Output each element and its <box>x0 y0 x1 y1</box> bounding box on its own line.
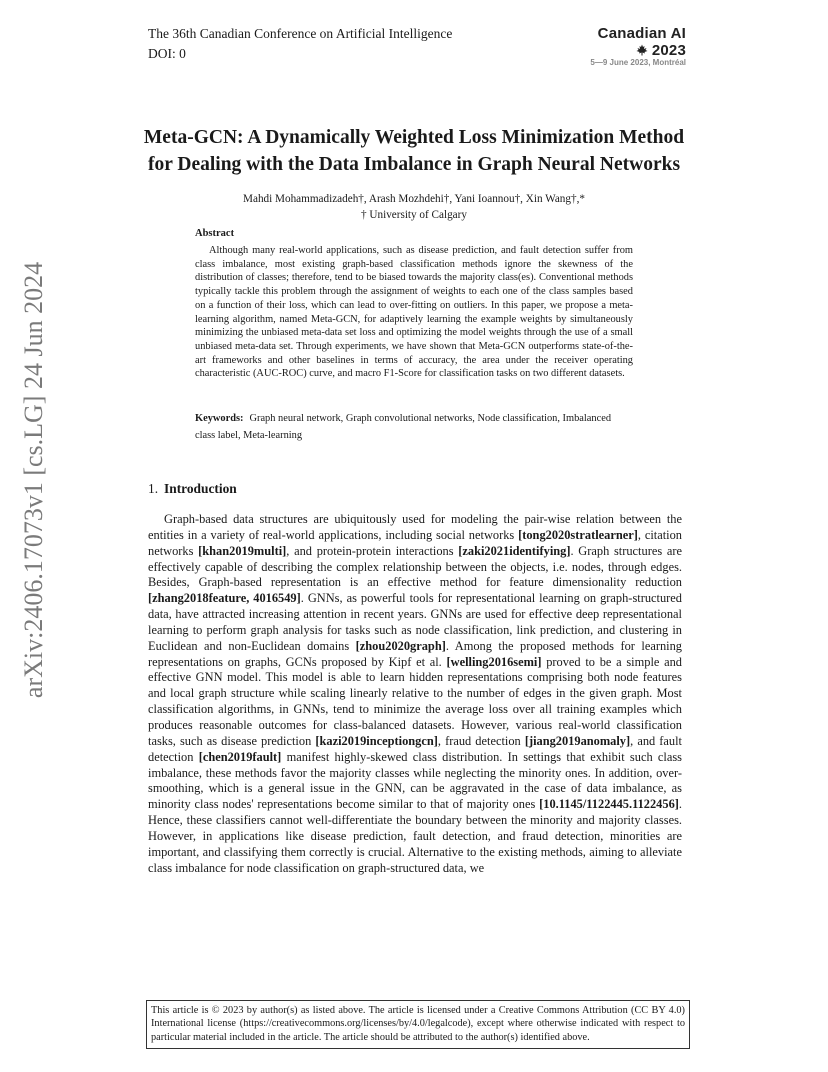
logo-dates: 5—9 June 2023, Montréal <box>590 58 686 67</box>
arxiv-identifier: arXiv:2406.17073v1 [cs.LG] 24 Jun 2024 <box>19 261 48 699</box>
abstract-heading: Abstract <box>195 228 235 239</box>
citation: [zhou2020graph] <box>355 638 446 653</box>
introduction-paragraph <box>148 512 682 876</box>
intro-text: , fraud detection <box>437 733 525 748</box>
intro-text: manifest highly-skewed class distribution. In settings that exhibit such class imbalance, these methods favor the majority classes while neglecting the minority ones. In addition, over-smoothing, which is a general issue in the GNN, can be aggravated in the case of data imbalance, as minority class nodes' representations become similar to that of majority ones <box>148 749 683 812</box>
section-title: Introduction <box>164 481 237 496</box>
citation: [chen2019fault] <box>198 749 282 764</box>
title-line-1: Meta-GCN: A Dynamically Weighted Loss Minimization Method <box>143 127 685 148</box>
intro-text: . Among the proposed methods for learning representations on graphs, GCNs proposed by Kipf et al. <box>148 638 682 669</box>
affiliation: † University of Calgary <box>361 209 467 221</box>
canadian-ai-logo <box>586 25 686 67</box>
title-line-2: for Dealing with the Data Imbalance in Graph Neural Networks <box>147 154 681 175</box>
doi-line: DOI: 0 <box>148 46 186 61</box>
citation: [welling2016semi] <box>446 654 542 669</box>
citation: [10.1145/1122445.1122456] <box>539 797 679 812</box>
keywords-list: Graph neural network, Graph convolutional networks, Node classification, Imbalanced class label, Meta-learning <box>195 413 612 441</box>
intro-text: . GNNs, as powerful tools for representational learning on graph-structured data, have attracted increasing attention in recent years. GNNs are used for effective deep representational learning to perform graph analysis for tasks such as node classification, link prediction, and clustering in Euclidean and non-Euclidean domains <box>148 591 682 653</box>
citation: [jiang2019anomaly] <box>524 733 631 748</box>
citation: [tong2020stratlearner] <box>518 527 638 542</box>
intro-text: . Hence, these classifiers cannot well-differentiate the boundary between the minority and majority classes. However, in applications like disease prediction, fault detection, and fraud detection, minorities are important, and classifying them correctly is crucial. Alternative to the existing methods, aiming to alleviate class imbalance for node classification on graph-structured data, we <box>148 797 682 875</box>
citation: [khan2019multi] <box>198 543 287 558</box>
intro-text: , and fault detection <box>148 733 683 764</box>
keywords-label: Keywords: <box>195 413 244 424</box>
intro-text: . Graph structures are effectively capable of describing the complex relationship between the objects, i.e. nodes, through edges. Besides, Graph-based representation is an effective method for feature dimensionality reduction <box>148 543 682 590</box>
arxiv-sidebar-stamp <box>4 261 64 699</box>
intro-text: , citation networks <box>148 527 682 558</box>
keywords <box>195 410 633 444</box>
intro-text: proved to be a simple and effective GNN model. This model is able to learn hidden representations comprising both node features and local graph structure while scaling linearly relative to the number of edges in the given graph. Most classification algorithms, in GNNs, tend to minimize the average loss over all training examples which produces reasonable outcomes for class-balanced datasets. However, various real-world classification tasks, such as disease prediction <box>148 654 682 748</box>
conference-name: The 36th Canadian Conference on Artificial Intelligence <box>148 26 453 41</box>
logo-text-left: Canadian AI <box>597 25 686 42</box>
abstract-text: Although many real-world applications, such as disease prediction, and fault detection suffer from class imbalance, most existing graph-based classification methods ignore the skewness of the distribution of classes; therefore, tend to be biased towards the majority class(es). Conventional methods typically tackle this problem through the assignment of weights to each one of the class samples based on a function of their loss, which can lead to over-fitting on outliers. In this paper, we propose a meta-learning algorithm, named Meta-GCN, for adaptively learning the example weights by simultaneously minimizing the unbiased meta-data set loss and optimizing the model weights through the use of a small unbiased meta-data set. Through experiments, we have shown that Meta-GCN outperforms state-of-the-art frameworks and other baselines in terms of accuracy, the area under the receiver operating characteristic (AUC-ROC) curve, and macro F1-Score for classification tasks on two different datasets. <box>195 245 633 380</box>
section-heading-introduction <box>148 481 237 497</box>
maple-leaf-icon <box>636 43 652 58</box>
license-footer: This article is © 2023 by author(s) as listed above. The article is licensed under a Creative Commons Attribution (CC BY 4.0) International license (https://creativecommons.org/licenses/by/4.0/legalcode), except where otherwise indicated with respect to particular material included in the article. The article should be attributed to the author(s) identified above. <box>146 1000 690 1049</box>
citation: [kazi2019inceptiongcn] <box>315 733 438 748</box>
intro-text: , and protein-protein interactions <box>286 543 459 558</box>
logo-text-right: 2023 <box>651 42 686 59</box>
citation: [zhang2018feature, 4016549] <box>148 591 301 606</box>
citation: [zaki2021identifying] <box>458 543 571 558</box>
author-list: Mahdi Mohammadizadeh†, Arash Mozhdehi†, Yani Ioannou†, Xin Wang†,* <box>243 193 585 205</box>
paper-title <box>130 124 698 178</box>
intro-text: Graph-based data structures are ubiquitously used for modeling the pair-wise relation between the entities in a variety of real-world applications, including social networks <box>148 512 682 542</box>
section-number: 1. <box>148 481 159 496</box>
